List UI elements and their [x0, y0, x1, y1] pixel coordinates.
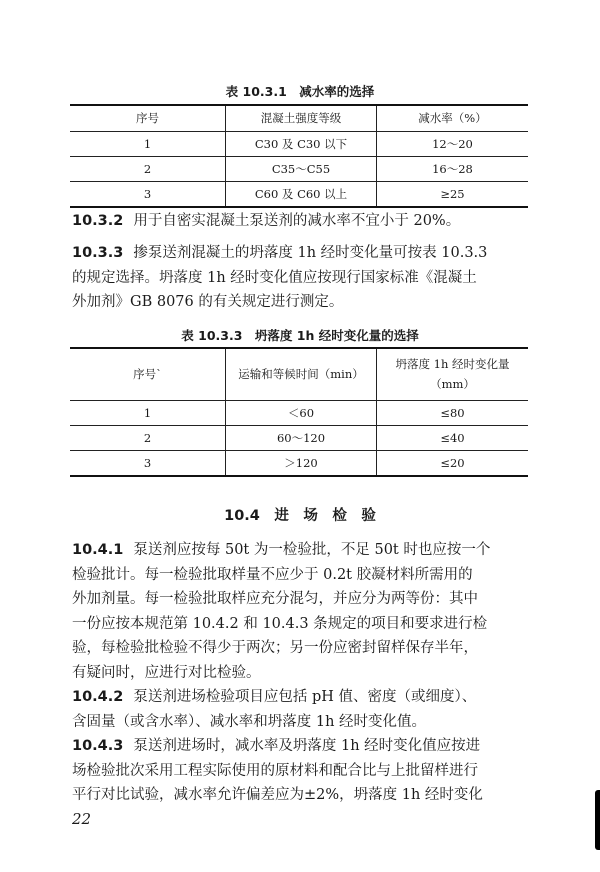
table-cell: 1 [70, 131, 226, 156]
clause-line: 的规定选择。坍落度 1h 经时变化值应按现行国家标准《混凝土 [72, 269, 477, 286]
table-row [70, 450, 528, 476]
clause-number: 10.3.2 [72, 213, 124, 229]
table-cell: 3 [70, 450, 226, 476]
clause-line [72, 734, 528, 759]
clause-number: 10.3.3 [72, 245, 124, 261]
clause-line [72, 241, 528, 266]
header-line: 坍落度 1h 经时变化量 [395, 357, 510, 372]
table-row [70, 425, 528, 450]
page-number: 22 [72, 810, 92, 828]
clause-line: 外加剂》GB 8076 的有关规定进行测定。 [72, 294, 344, 310]
table-cell: ＜60 [226, 400, 377, 425]
table-cell: C30 及 C30 以下 [226, 131, 377, 156]
table-cell: ≤80 [377, 400, 529, 425]
clause-text: 用于自密实混凝土泵送剂的减水率不宜小于 20%。 [133, 213, 461, 229]
table-row [70, 400, 528, 425]
clause-10-3-3 [72, 241, 528, 315]
clause-line: 检验批计。每一检验批取样量不应少于 0.2t 胶凝材料所需用的 [72, 566, 473, 583]
clause-line: 验，每检验批检验不得少于两次；另一份应密封留样保存半年， [72, 640, 478, 656]
table-cell: 3 [70, 181, 226, 207]
table-10-3-3 [70, 347, 528, 477]
clause-line [72, 538, 528, 563]
section-heading: 10.4 进 场 检 验 [224, 508, 376, 524]
clause-text: 掺泵送剂混凝土的坍落度 1h 经时变化量可按表 10.3.3 [133, 245, 488, 261]
table-cell: C60 及 C60 以上 [226, 181, 377, 207]
clause-line: 含固量（或含水率）、减水率和坍落度 1h 经时变化值。 [72, 713, 427, 730]
clause-10-4-2 [72, 685, 528, 734]
table-cell: ≤40 [377, 425, 529, 450]
clause-line: 外加剂量。每一检验批取样应充分混匀，并应分为两等份：其中 [72, 591, 478, 607]
table-row [70, 131, 528, 156]
table-cell: 12～20 [377, 131, 529, 156]
table-10-3-3-caption: 表 10.3.3 坍落度 1h 经时变化量的选择 [181, 328, 419, 343]
clause-number: 10.4.1 [72, 542, 124, 558]
clause-line [72, 209, 528, 234]
table-cell: ＞120 [226, 450, 377, 476]
table-cell: 1 [70, 400, 226, 425]
header-line: （mm） [430, 377, 475, 392]
table-10-3-1-caption: 表 10.3.1 减水率的选择 [225, 84, 375, 99]
clause-line [72, 685, 528, 710]
table-header-cell: 序号 [70, 105, 226, 131]
clause-text: 泵送剂应按每 50t 为一检验批，不足 50t 时也应按一个 [133, 542, 491, 558]
clause-text: 泵送剂进场时，减水率及坍落度 1h 经时变化值应按进 [133, 738, 481, 754]
scan-edge-mark [595, 790, 600, 850]
clause-number: 10.4.2 [72, 689, 124, 705]
table-header-cell [377, 348, 529, 400]
table-row [70, 181, 528, 207]
clause-text: 泵送剂进场检验项目应包括 pH 值、密度（或细度）、 [133, 689, 477, 705]
table-header-cell: 序号` [70, 348, 226, 400]
clause-line: 有疑问时，应进行对比检验。 [72, 664, 261, 681]
clause-line: 平行对比试验，减水率允许偏差应为±2%，坍落度 1h 经时变化 [72, 787, 483, 803]
clause-number: 10.4.3 [72, 738, 124, 754]
clause-line: 一份应按本规范第 10.4.2 和 10.4.3 条规定的项目和要求进行检 [72, 615, 488, 632]
table-header-cell: 运输和等候时间（min） [226, 348, 377, 400]
table-cell: 2 [70, 425, 226, 450]
clause-10-3-2 [72, 209, 528, 234]
table-cell: 16～28 [377, 156, 529, 181]
table-cell: ≤20 [377, 450, 529, 476]
table-header-cell: 混凝土强度等级 [226, 105, 377, 131]
table-row [70, 156, 528, 181]
table-10-3-1 [70, 104, 528, 208]
table-cell: ≥25 [377, 181, 529, 207]
table-header-cell: 减水率（%） [377, 105, 529, 131]
clause-line: 场检验批次采用工程实际使用的原材料和配合比与上批留样进行 [72, 762, 478, 779]
clause-10-4-3 [72, 734, 528, 808]
table-cell: C35～C55 [226, 156, 377, 181]
table-cell: 2 [70, 156, 226, 181]
clause-10-4-1 [72, 538, 528, 685]
table-cell: 60～120 [226, 425, 377, 450]
